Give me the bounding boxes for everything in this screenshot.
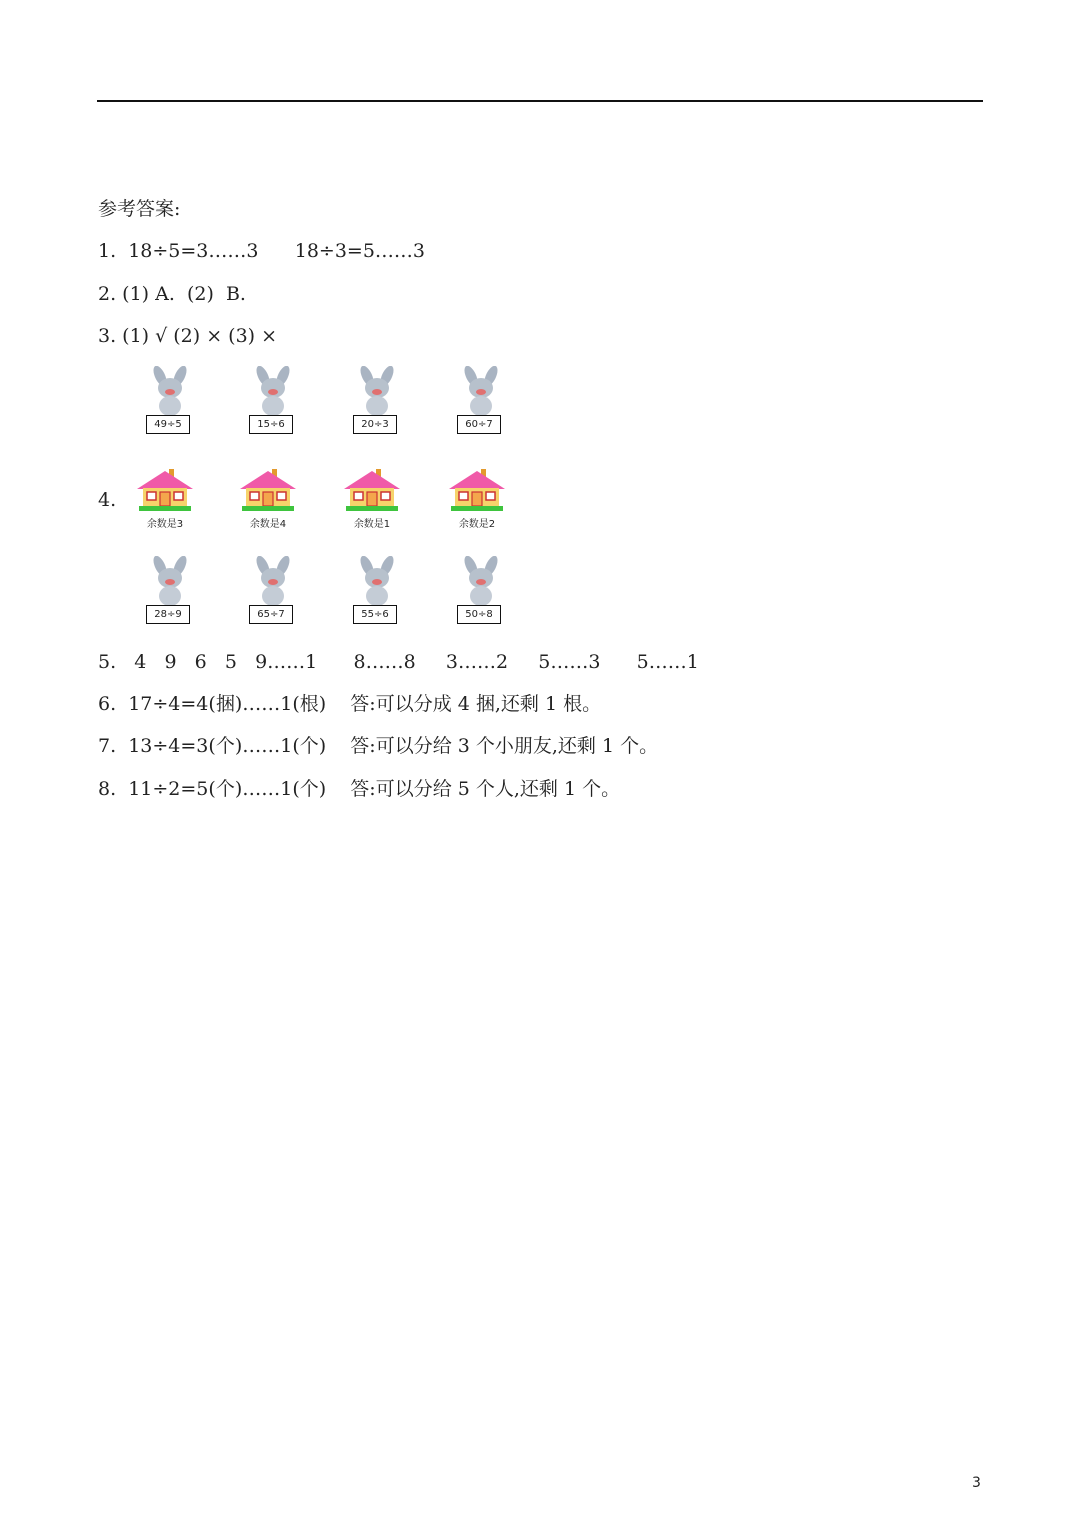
rabbit-icon bbox=[453, 556, 509, 606]
house-card bbox=[238, 467, 298, 533]
answer-8: 8. 11÷2=5(个)……1(个) 答:可以分给 5 个人,还剩 1 个。 bbox=[98, 778, 621, 800]
house-icon bbox=[238, 467, 298, 513]
page-number: 3 bbox=[972, 1475, 981, 1491]
rabbit-icon bbox=[142, 556, 198, 606]
rabbit-card bbox=[243, 556, 303, 628]
answer-6: 6. 17÷4=4(捆)……1(根) 答:可以分成 4 捆,还剩 1 根。 bbox=[98, 693, 602, 715]
answer-1: 1. 18÷5=3……3 18÷3=5……3 bbox=[98, 240, 426, 262]
rabbit-card bbox=[347, 366, 407, 438]
answer-3: 3. (1) √ (2) × (3) × bbox=[98, 325, 278, 347]
rabbit-card bbox=[243, 366, 303, 438]
house-caption: 余数是1 bbox=[353, 519, 391, 530]
house-icon bbox=[342, 467, 402, 513]
house-card bbox=[135, 467, 195, 533]
header-rule bbox=[97, 100, 983, 102]
rabbit-expression: 20÷3 bbox=[353, 415, 397, 434]
rabbit-card bbox=[451, 556, 511, 628]
rabbit-card bbox=[347, 556, 407, 628]
house-caption: 余数是2 bbox=[458, 519, 496, 530]
rabbit-icon bbox=[349, 556, 405, 606]
rabbit-icon bbox=[142, 366, 198, 416]
answer-5: 5. 4 9 6 5 9……1 8……8 3……2 5……3 5……1 bbox=[98, 651, 699, 673]
rabbit-expression: 60÷7 bbox=[457, 415, 501, 434]
rabbit-expression: 50÷8 bbox=[457, 605, 501, 624]
answer-heading: 参考答案: bbox=[98, 198, 181, 220]
house-card bbox=[447, 467, 507, 533]
house-icon bbox=[447, 467, 507, 513]
rabbit-icon bbox=[453, 366, 509, 416]
answer-7: 7. 13÷4=3(个)……1(个) 答:可以分给 3 个小朋友,还剩 1 个。 bbox=[98, 735, 659, 757]
rabbit-expression: 28÷9 bbox=[146, 605, 190, 624]
house-caption: 余数是3 bbox=[146, 519, 184, 530]
rabbit-card bbox=[451, 366, 511, 438]
answer-2: 2. (1) A. (2) B. bbox=[98, 283, 246, 305]
house-caption: 余数是4 bbox=[249, 519, 287, 530]
rabbit-card bbox=[140, 366, 200, 438]
answer-4-label: 4. bbox=[98, 489, 117, 511]
house-icon bbox=[135, 467, 195, 513]
rabbit-expression: 65÷7 bbox=[249, 605, 293, 624]
rabbit-icon bbox=[349, 366, 405, 416]
house-card bbox=[342, 467, 402, 533]
rabbit-icon bbox=[245, 556, 301, 606]
rabbit-expression: 49÷5 bbox=[146, 415, 190, 434]
rabbit-icon bbox=[245, 366, 301, 416]
rabbit-expression: 15÷6 bbox=[249, 415, 293, 434]
rabbit-card bbox=[140, 556, 200, 628]
rabbit-expression: 55÷6 bbox=[353, 605, 397, 624]
